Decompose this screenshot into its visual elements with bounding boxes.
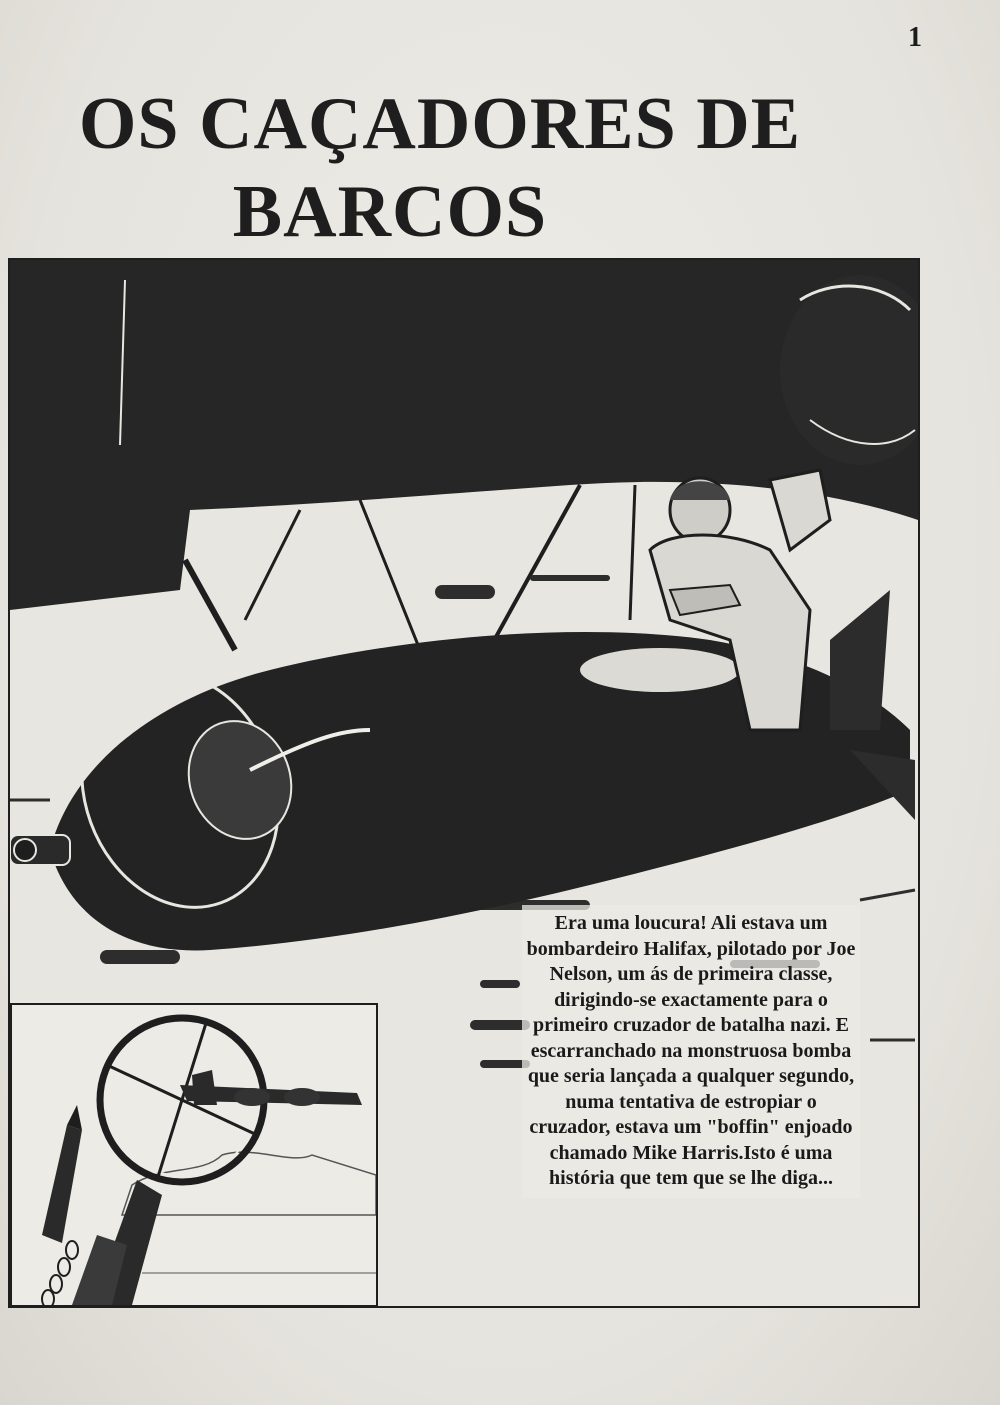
story-caption: Era uma loucura! Ali estava um bombardeiro Halifax, pilotado por Joe Nelson, um ás de primeira classe, dirigindo-se exactamente para o primeiro cruzador de batalha nazi. E escarranchado na monstruosa bomba que seria lançada a qualquer segundo, numa tentativa de estropiar o cruzador, estava um "boffin" enjoado chamado Mike Harris.Isto é uma história que tem que se lhe diga... <box>522 905 860 1198</box>
title-line-1: OS CAÇADORES DE <box>78 83 802 165</box>
inset-panel <box>10 1003 378 1307</box>
gunsight-and-bomber-illustration <box>12 1005 376 1305</box>
page-title <box>40 80 840 256</box>
page-number: 1 <box>908 22 922 53</box>
title-line-2: BARCOS <box>232 171 548 253</box>
